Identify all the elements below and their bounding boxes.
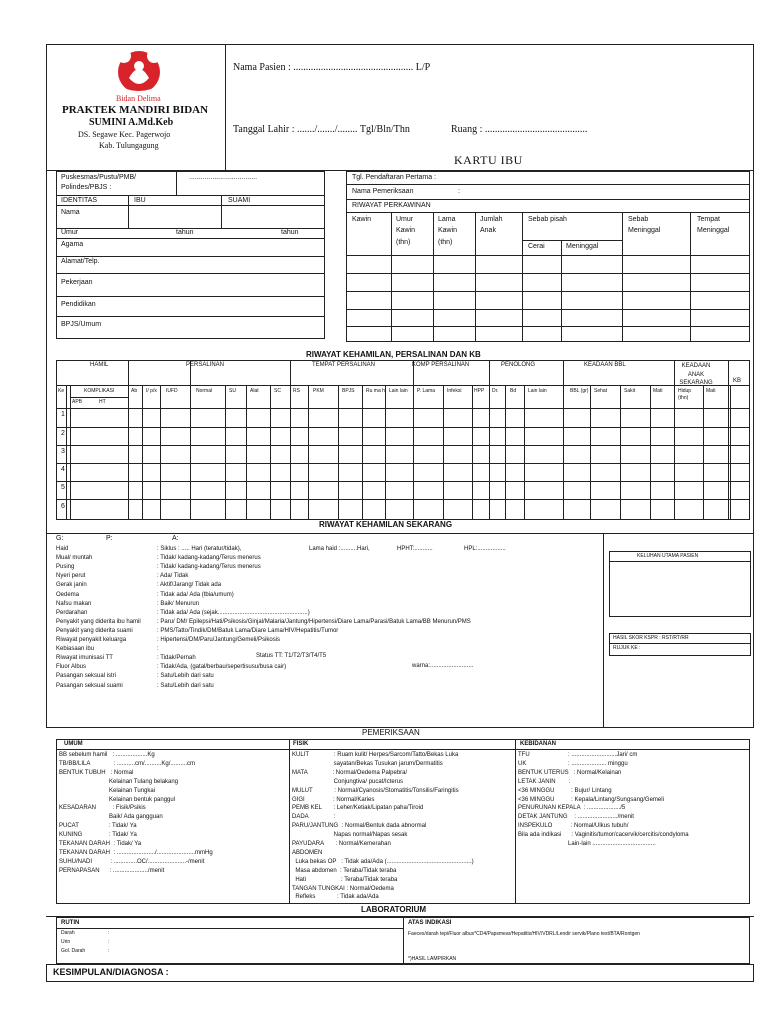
lab-darah[interactable]: Darah xyxy=(61,930,75,936)
cp-item-label: Riwayat penyakit keluarga xyxy=(56,637,127,643)
ht-subheader: Mati xyxy=(653,388,663,394)
kebidanan-row[interactable]: LETAK JANIN : xyxy=(518,778,571,785)
ht-rownum-3: 3 xyxy=(61,448,65,455)
umum-row[interactable]: Kelainan Tungkai xyxy=(59,787,156,794)
cp-top-line xyxy=(46,533,754,534)
id-line-5 xyxy=(56,256,325,257)
fisik-row[interactable]: PARU/JANTUNG : Normal/Bentuk dada abnormal xyxy=(292,823,427,830)
ht-rownum-5: 5 xyxy=(61,484,65,491)
ht-col-line xyxy=(703,385,704,520)
ht-col-line xyxy=(308,385,309,520)
fisik-row[interactable]: PAYUDARA : Normal/Kemerahan xyxy=(292,841,391,847)
ht-col-line xyxy=(730,385,731,520)
fisik-row[interactable]: Refleks : Tidak ada/Ada xyxy=(292,894,379,901)
field-alamat[interactable]: Alamat/Telp. xyxy=(61,258,100,265)
field-pendidikan[interactable]: Pendidikan xyxy=(61,301,96,308)
col-umur-kawin-3: (thn) xyxy=(396,239,411,246)
col-kawin: Kawin xyxy=(352,216,372,223)
col-umur-kawin-2: Kawin xyxy=(396,227,416,234)
ht-rownum-1: 1 xyxy=(61,411,65,418)
mp-subline xyxy=(522,240,622,241)
umum-row[interactable]: KESADARAN : Fisik/Psikis xyxy=(59,805,146,812)
ht-subheader: Bd xyxy=(510,388,517,394)
cp-item-value[interactable]: : Paru/ DM/ Epilepsi/Hati/Psikosis/Ginjal/Malaria/Jantung/Hipertensi/Diare Lama/Parasi/Batuk Lama/BB Menurun/PMS xyxy=(157,618,471,625)
rujuk-ke[interactable]: RUJUK KE : xyxy=(613,645,641,651)
history-table-title: RIWAYAT KEHAMILAN, PERSALINAN DAN KB xyxy=(306,350,481,359)
ht-subheader: Ru ma h xyxy=(366,388,385,394)
lab-rutin-line xyxy=(56,928,403,929)
cp-item-value[interactable]: : Baik/ Menurun xyxy=(157,600,200,607)
polindes-label: Polindes/PBJS : xyxy=(61,184,112,191)
ht-subheader: Dr. xyxy=(492,388,499,394)
ht-group-hamil: HAMIL xyxy=(90,362,109,368)
cp-divider xyxy=(603,533,604,728)
mp-col-5 xyxy=(561,240,562,342)
umum-row[interactable]: Baik/ Ada gangguan xyxy=(59,814,163,821)
col-umur-kawin-1: Umur xyxy=(396,216,414,223)
ht-col-line xyxy=(128,360,129,520)
cp-item-value[interactable]: : PMS/Tatto/Tindik/DM/Batuk Lama/Diare Lama/HIV/Hepatitis/Tumor xyxy=(157,627,339,634)
col-cerai: Cerai xyxy=(528,243,545,250)
midwife-name: SUMINI A.Md.Keb xyxy=(89,117,174,128)
lab-urin-colon: : xyxy=(108,939,110,945)
ht-subheader: RS xyxy=(293,388,300,394)
keluhan-line xyxy=(609,561,751,562)
cp-item-value[interactable]: : Hipertensi/DM/Paru/Jantung/Gemeli/Psikosis xyxy=(157,637,281,643)
ht-col-line xyxy=(66,385,67,520)
header-divider xyxy=(225,44,226,170)
ht-subheader: Mati xyxy=(706,388,716,394)
ht-rownum-6: 6 xyxy=(61,503,65,510)
ht-sub-ht: HT xyxy=(99,399,106,405)
logo-text: Bidan Delima xyxy=(116,94,161,103)
ht-col-line xyxy=(590,385,591,520)
ht-col-line xyxy=(472,385,473,520)
cp-item-label: Oedema xyxy=(56,591,80,598)
status-tt[interactable]: Status TT: T1/T2/T3/T4/T5 xyxy=(256,653,327,659)
ht-group-bbl: KEADAAN BBL xyxy=(584,362,626,368)
hasil-skor[interactable]: HASIL SKOR KSPR : RST/RT/RR xyxy=(613,635,689,641)
ht-subheader: P. Lama xyxy=(417,388,435,394)
kspr-line xyxy=(609,643,751,644)
ht-group-komp: KOMP PERSALINAN xyxy=(412,362,470,368)
fisik-row[interactable]: KULIT : Ruam kulit/ Herpes/Sarcom/Tatto/Bekas Luka xyxy=(292,752,459,758)
umum-row[interactable]: SUHU/NADI : ..............OC/.......................-/menit xyxy=(59,858,205,865)
cp-item-label: Pasangan seksual suami xyxy=(56,682,123,689)
mp-col-2 xyxy=(433,212,434,342)
ht-subheader: HPP xyxy=(474,388,485,394)
ht-col-line xyxy=(505,385,506,520)
umur-suami-unit: tahun xyxy=(281,229,299,236)
nama-pemeriksaan[interactable]: Nama Pemeriksaan xyxy=(352,188,414,195)
col-lama-kawin-3: (thn) xyxy=(438,239,453,246)
field-umur[interactable]: Umur xyxy=(61,229,79,236)
ex-header-line xyxy=(56,749,750,750)
ht-col-line xyxy=(563,360,564,520)
cp-item-value[interactable]: : Ada/ Tidak xyxy=(157,573,189,580)
tgl-pendaftaran[interactable]: Tgl. Pendaftaran Pertama : xyxy=(352,174,437,181)
ht-col-line xyxy=(160,385,161,520)
kebidanan-row[interactable]: DETAK JANTUNG : ......................../menit xyxy=(518,814,634,821)
address-line-2: Kab. Tulungagung xyxy=(99,141,159,150)
mp-col-7 xyxy=(690,212,691,342)
mp-line-1 xyxy=(346,184,750,185)
ht-col-line xyxy=(246,385,247,520)
cp-item-label: Gerak janin xyxy=(56,582,87,589)
patient-name-line[interactable]: Nama Pasien : ................................................ L/P xyxy=(233,62,431,73)
puskesmas-label: Puskesmas/Pustu/PMB/ xyxy=(61,174,137,181)
mp-col-1 xyxy=(391,212,392,342)
fisik-header: FISIK xyxy=(293,741,309,747)
ht-col-kb: KB xyxy=(733,378,742,384)
ht-subheader: Ab xyxy=(131,388,138,394)
cp-item-label: Nyeri perut xyxy=(56,573,86,580)
ht-col-line xyxy=(385,385,386,520)
lab-indikasi-list[interactable]: Faeces/darah tepi/Fluor albus*CD4/Papsmear/Hepatitis/HIV/VDRL/Lendir servik/Plano test/BTA/Rontgen xyxy=(408,931,640,937)
kebidanan-row[interactable]: TFU : ...........................Jari/ cm xyxy=(518,752,638,758)
cp-item-value[interactable]: : Tidak ada/ Ada (sejak......................................................) xyxy=(157,609,310,616)
umum-header: UMUM xyxy=(64,741,83,747)
umum-row[interactable]: PUCAT : Tidak/ Ya xyxy=(59,823,137,830)
practice-name: PRAKTEK MANDIRI BIDAN xyxy=(62,104,209,116)
col-sebab-pisah: Sebab pisah xyxy=(528,216,567,223)
bidan-delima-logo xyxy=(98,48,180,106)
cp-item-value[interactable]: : xyxy=(157,646,159,653)
ht-col-line xyxy=(489,360,490,520)
kebidanan-row[interactable]: INSPEKULO : Normal/Ulkus tubuh/ xyxy=(518,823,629,830)
kebidanan-row[interactable]: <36 MINGGU : Bujur/ Lintang xyxy=(518,787,612,794)
g-label[interactable]: G: xyxy=(56,535,64,542)
ht-col-line xyxy=(413,360,414,520)
ht-subheader: Lain lain xyxy=(528,388,547,394)
ht-subheader: Sakit xyxy=(624,388,636,394)
fisik-row[interactable]: PEMB KEL : Leher/Ketiak/Lipatan paha/Tiroid xyxy=(292,805,424,812)
fisik-row[interactable]: MULUT : Normal/Cyanosis/Stomatitis/Tonsilis/Faringitis xyxy=(292,787,459,794)
col-meninggal: Meninggal xyxy=(566,243,599,250)
cp-item-label: Riwayat imunisasi TT xyxy=(56,655,113,662)
cp-item-value[interactable]: : Satu/Lebih dari satu xyxy=(157,682,214,689)
card-title: KARTU IBU xyxy=(454,153,523,167)
ht-group-penolong: PENOLONG xyxy=(501,362,536,368)
lab-atas-indikasi: ATAS INDIKASI xyxy=(408,920,452,926)
lab-rutin: RUTIN xyxy=(61,920,80,926)
cp-item-label: Perdarahan xyxy=(56,609,88,616)
birth-date-line[interactable]: Tanggal Lahir : ......./......./........ Tgl/Bln/Thn xyxy=(233,124,410,135)
lab-title: LABORATORIUM xyxy=(361,905,427,914)
ht-rownum-2: 2 xyxy=(61,430,65,437)
fisik-row[interactable]: DADA : xyxy=(292,814,336,821)
field-pekerjaan[interactable]: Pekerjaan xyxy=(61,279,93,286)
ht-subheader: Infeksi xyxy=(447,388,462,394)
lab-gol-darah[interactable]: Gol. Darah xyxy=(61,948,86,954)
lab-divider xyxy=(403,917,404,964)
puskesmas-field[interactable]: ................................... xyxy=(189,174,258,181)
ht-subheader: Lain lain xyxy=(389,388,408,394)
conclusion-label: KESIMPULAN/DIAGNOSA : xyxy=(53,967,169,977)
cp-item-value[interactable]: : Satu/Lebih dari satu xyxy=(157,673,214,680)
lab-gol-darah-colon: : xyxy=(108,948,110,954)
ex-col-1 xyxy=(289,739,290,904)
id-line-7 xyxy=(56,296,325,297)
ht-col-line xyxy=(70,385,71,520)
riwayat-perkawinan: RIWAYAT PERKAWINAN xyxy=(352,202,431,209)
ht-col-line xyxy=(270,385,271,520)
col-suami: SUAMI xyxy=(228,197,251,204)
col-sebab-meninggal-1: Sebab xyxy=(628,216,649,223)
ht-subheader: Alat xyxy=(250,388,259,394)
kebidanan-row[interactable]: Bila ada indikasi : Vaginitis/tumor/cacervik/cercitis/condyloma xyxy=(518,832,689,839)
col-ibu: IBU xyxy=(134,197,146,204)
ht-subheader: KOMPLIKASI xyxy=(84,388,115,394)
cp-item-value[interactable]: : Tidak/ kadang-kadang/Terus menerus xyxy=(157,555,261,562)
cp-item-value[interactable]: : Tidak/Pernah xyxy=(157,655,196,662)
mp-line-2 xyxy=(346,199,750,200)
ht-col-line xyxy=(728,360,729,520)
ht-rownum-4: 4 xyxy=(61,466,65,473)
umum-row[interactable]: BB sebelum hamil : ...................Kg xyxy=(59,752,155,758)
field-nama[interactable]: Nama xyxy=(61,209,80,216)
id-line-6 xyxy=(56,273,325,274)
cp-item-label: Pasangan seksual istri xyxy=(56,673,117,680)
ht-col-line xyxy=(524,385,525,520)
mp-col-4 xyxy=(522,212,523,342)
ht-subheader: IUFD xyxy=(166,388,178,394)
id-line-4 xyxy=(56,238,325,239)
fisik-row[interactable]: Luka bekas OP : Tidak ada/Ada (...................................................) xyxy=(292,858,474,865)
umum-row[interactable]: Kelainan bentuk panggul xyxy=(59,796,176,803)
col-lama-kawin-2: Kawin xyxy=(438,227,458,234)
ex-col-2 xyxy=(515,739,516,904)
id-col-2 xyxy=(221,195,222,228)
fisik-row[interactable]: Masa abdomen : Teraba/Tidak teraba xyxy=(292,867,397,874)
mp-col-3 xyxy=(475,212,476,342)
kebidanan-header: KEBIDANAN xyxy=(520,741,556,747)
fisik-row[interactable]: TANGAN TUNGKAI : Normal/Oedema xyxy=(292,885,394,892)
cp-item-label: Mual/ muntah xyxy=(56,555,93,562)
nama-pemeriksaan-colon: : xyxy=(458,188,460,195)
keluhan-title: KELUHAN UTAMA PASIEN xyxy=(637,553,699,559)
ht-subheader: I/ p/x xyxy=(146,388,157,394)
ht-group-anak: KEADAAN ANAK SEKARANG xyxy=(679,363,713,387)
kebidanan-row[interactable]: Lain-lain ...................................... xyxy=(518,841,656,847)
field-bpjs[interactable]: BPJS/Umum xyxy=(61,321,102,328)
id-line-2 xyxy=(56,205,325,206)
id-line-1 xyxy=(56,195,325,196)
cp-item-label: Nafsu makan xyxy=(56,600,92,607)
current-pregnancy-title: RIWAYAT KEHAMILAN SEKARANG xyxy=(319,520,453,529)
col-identitas: IDENTITAS xyxy=(61,197,98,204)
col-lama-kawin-1: Lama xyxy=(438,216,456,223)
umum-row[interactable]: KUNING : Tidak/ Ya xyxy=(59,832,137,839)
umum-row[interactable]: TEKANAN DARAH : Tidak/ Ya xyxy=(59,841,142,847)
umum-row[interactable]: TB/BB/LILA : ...........cm/..........Kg/..........cm xyxy=(59,760,196,767)
umum-row[interactable]: BENTUK TUBUH : Normal xyxy=(59,769,134,776)
ht-subheader: Hidup (thn) xyxy=(678,388,692,401)
room-line[interactable]: Ruang : ......................................... xyxy=(451,124,588,135)
umum-row[interactable]: TEKANAN DARAH : ......................./.......................mmHg xyxy=(59,849,213,856)
kebidanan-row[interactable]: UK : ..................... minggu xyxy=(518,760,628,767)
ht-subheader: BBL (gr) xyxy=(570,388,589,394)
lab-darah-colon: : xyxy=(108,930,110,936)
fisik-row[interactable]: Napas normal/Napas sesak xyxy=(292,832,408,839)
examination-title: PEMERIKSAAN xyxy=(362,728,420,737)
cp-item-value[interactable]: : Tidak/Ada, (gatal/berbau/sepertisusu/busa cair) xyxy=(157,664,287,671)
lama-haid[interactable]: Lama haid :..........Hari, xyxy=(309,546,370,552)
address-line-1: DS. Segawe Kec. Pagerwojo xyxy=(78,130,171,139)
hpht[interactable]: HPHT:........... xyxy=(397,546,433,552)
ht-subheader: Sehat xyxy=(594,388,608,394)
cp-item-label: Penyakit yang diderita ibu hamil xyxy=(56,618,141,625)
a-label[interactable]: A: xyxy=(172,535,179,542)
fisik-row[interactable]: Hati : Teraba/Tidak teraba xyxy=(292,876,398,883)
ht-col-line xyxy=(225,385,226,520)
ht-col-line xyxy=(290,360,291,520)
fisik-row[interactable]: ABDOMEN xyxy=(292,849,323,856)
ht-group-persalinan: PERSALINAN xyxy=(186,362,225,368)
umum-row[interactable]: PERNAPASAN : ...................../menit xyxy=(59,867,165,874)
lab-urin[interactable]: Urin xyxy=(61,939,71,945)
ht-col-line xyxy=(338,385,339,520)
cp-item-label: Haid xyxy=(56,546,69,552)
col-jumlah-anak-2: Anak xyxy=(480,227,496,234)
cp-item-label: Fluor Albus xyxy=(56,664,87,671)
kebidanan-row[interactable]: <36 MINGGU : Kepala/Lintang/Sungsang/Gemeli xyxy=(518,796,664,803)
id-col-1 xyxy=(128,195,129,228)
lab-hasil-lampiran: *)HASIL LAMPIRKAN xyxy=(408,956,457,962)
ht-col-line xyxy=(650,385,651,520)
hpl[interactable]: HPL:................. xyxy=(464,546,506,552)
umum-row[interactable]: Kelainan Tulang belakang xyxy=(59,778,179,785)
fisik-row[interactable]: GIGI : Normal/Karies xyxy=(292,796,375,803)
ht-komp-subline xyxy=(70,397,128,398)
cp-item-label: Pusing xyxy=(56,564,75,571)
field-agama[interactable]: Agama xyxy=(61,241,84,248)
ht-subheader: Normal xyxy=(196,388,213,394)
warna[interactable]: warna:.......................... xyxy=(412,663,474,669)
cp-item-value[interactable]: : Siklus : ..... Hari (teratur/tidak), xyxy=(157,546,242,552)
id-line-8 xyxy=(56,316,325,317)
cp-item-label: Penyakit yang diderita suami xyxy=(56,627,133,634)
kebidanan-row[interactable]: PENURUNAN KEPALA : ..................../5 xyxy=(518,805,626,812)
cp-item-label: Kebiasaan ibu xyxy=(56,646,95,653)
p-label[interactable]: P: xyxy=(106,535,113,542)
mp-col-6 xyxy=(622,212,623,342)
cp-item-value[interactable]: : Tidak ada/ Ada (tbia/umum) xyxy=(157,591,234,598)
puskesmas-divider xyxy=(176,171,177,195)
umur-ibu-unit: tahun xyxy=(176,229,194,236)
col-tempat-meninggal-1: Tempat xyxy=(697,216,720,223)
col-jumlah-anak-1: Jumlah xyxy=(480,216,503,223)
fisik-row[interactable]: Conjungtiva/ pucat/Icterus xyxy=(292,778,404,785)
ht-col-line xyxy=(190,360,191,520)
ht-subheader: Ke xyxy=(58,388,65,394)
ht-col-line xyxy=(620,385,621,520)
cp-item-value[interactable]: : Tidak/ kadang-kadang/Terus menerus xyxy=(157,564,261,571)
col-sebab-meninggal-2: Meninggal xyxy=(628,227,661,234)
ht-group-tempat: TEMPAT PERSALINAN xyxy=(312,362,376,368)
ht-subheader: PKM xyxy=(313,388,324,394)
ht-col-line xyxy=(362,385,363,520)
fisik-row[interactable]: MATA : Normal/Oedema Palpebra/ xyxy=(292,769,408,776)
kebidanan-row[interactable]: BENTUK UTERUS : Normal/Kelainan xyxy=(518,769,622,776)
fisik-row[interactable]: sayatan/Bekas Tusukan jarum/Dermatitis xyxy=(292,760,443,767)
col-tempat-meninggal-2: Meninggal xyxy=(697,227,730,234)
ht-col-line xyxy=(443,385,444,520)
cp-item-value[interactable]: : Aktif/Jarang/ Tidak ada xyxy=(157,582,222,589)
ht-subheader: BPJS xyxy=(342,388,355,394)
ht-subheader: SC xyxy=(274,388,281,394)
ht-subheader: SU xyxy=(229,388,236,394)
ht-col-line xyxy=(142,385,143,520)
ht-sub-apb: APB xyxy=(72,399,83,405)
